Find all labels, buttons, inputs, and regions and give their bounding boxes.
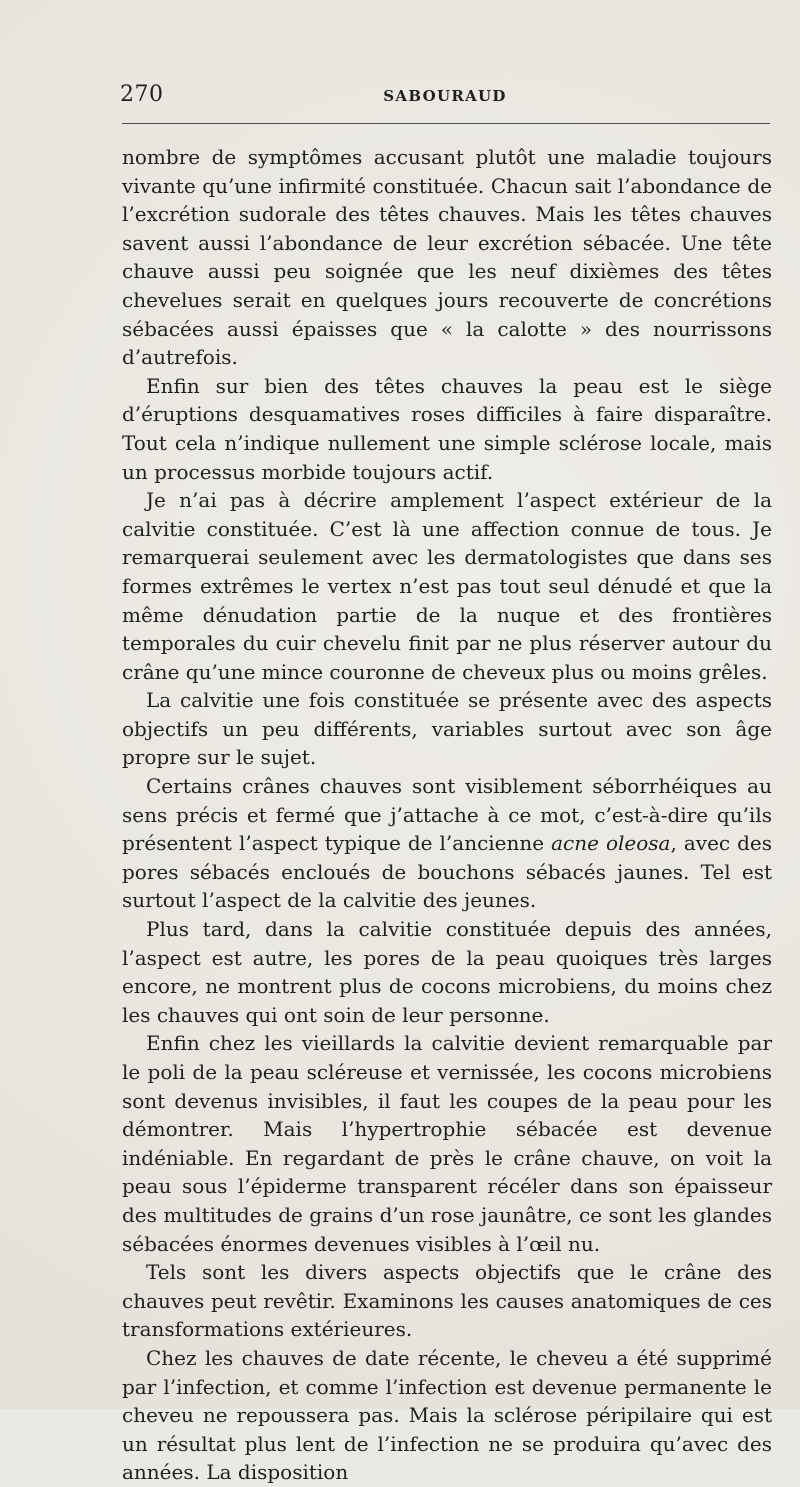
italic-term: acne oleosa	[551, 831, 671, 856]
header-rule	[122, 123, 770, 124]
body-text	[122, 143, 772, 1487]
paragraph-text-before: Certains crânes chauves sont visiblement séborrhéiques au sens précis et fermé que j’attache à ce mot, c’est-à-dire qu’ils présentent l’aspect typique de l’ancienne	[122, 774, 772, 856]
paragraph: nombre de symptômes accusant plutôt une maladie toujours vivante qu’une infirmité constituée. Chacun sait l’abondance de l’excrétion sudorale des têtes chauves. Mais les têtes chauves savent aussi l’abondance de leur excrétion sébacée. Une tête chauve aussi peu soignée que les neuf dixièmes des têtes chevelues serait en quelques jours recouverte de concrétions sébacées aussi épaisses que « la calotte » des nourrissons d’autrefois.	[122, 145, 772, 370]
paragraph	[122, 772, 772, 915]
paragraph-text-after: , avec des pores sébacés encloués de bouchons sébacés jaunes. Tel est surtout l’aspect de la calvitie des jeunes.	[122, 831, 773, 913]
running-head: SABOURAUD	[383, 87, 507, 105]
page-header	[120, 82, 770, 110]
paragraph: Je n’ai pas à décrire amplement l’aspect extérieur de la calvitie constituée. C’est là une affection connue de tous. Je remarquerai seulement avec les dermatologistes que dans ses formes extrêmes le vertex n’est pas tout seul dénudé et que la même dénudation partie de la nuque et des frontières temporales du cuir chevelu finit par ne plus réserver autour du crâne qu’une mince couronne de cheveux plus ou moins grêles.	[122, 488, 772, 684]
paragraph: Enfin sur bien des têtes chauves la peau est le siège d’éruptions desquamatives roses difficiles à faire disparaître. Tout cela n’indique nullement une simple sclérose locale, mais un processus morbide toujours actif.	[122, 373, 772, 484]
paragraph: Plus tard, dans la calvitie constituée depuis des années, l’aspect est autre, les pores de la peau quoiques très larges encore, ne montrent plus de cocons microbiens, du moins chez les chauves qui ont soin de leur personne.	[122, 917, 772, 1027]
page-number: 270	[120, 82, 164, 107]
paragraph: Tels sont les divers aspects objectifs que le crâne des chauves peut revêtir. Examinons les causes anatomiques de ces transformations extérieures.	[122, 1260, 772, 1342]
paragraph: Chez les chauves de date récente, le cheveu a été supprimé par l’infection, et comme l’infection est devenue permanente le cheveu ne repoussera pas. Mais la sclérose péripilaire qui est un résultat plus lent de l’infection ne se produira qu’avec des années. La disposition	[122, 1345, 772, 1485]
paragraph: Enfin chez les vieillards la calvitie devient remarquable par le poli de la peau scléreuse et vernissée, les cocons microbiens sont devenus invisibles, il faut les coupes de la peau pour les démontrer. Mais l’hypertrophie sébacée est devenue indéniable. En regardant de près le crâne chauve, on voit la peau sous l’épiderme transparent récéler dans son épaisseur des multitudes de grains d’un rose jaunâtre, ce sont les glandes sébacées énormes devenues visibles à l’œil nu.	[122, 1031, 772, 1256]
paragraph: La calvitie une fois constituée se présente avec des aspects objectifs un peu différents, variables surtout avec son âge propre sur le sujet.	[122, 688, 772, 770]
